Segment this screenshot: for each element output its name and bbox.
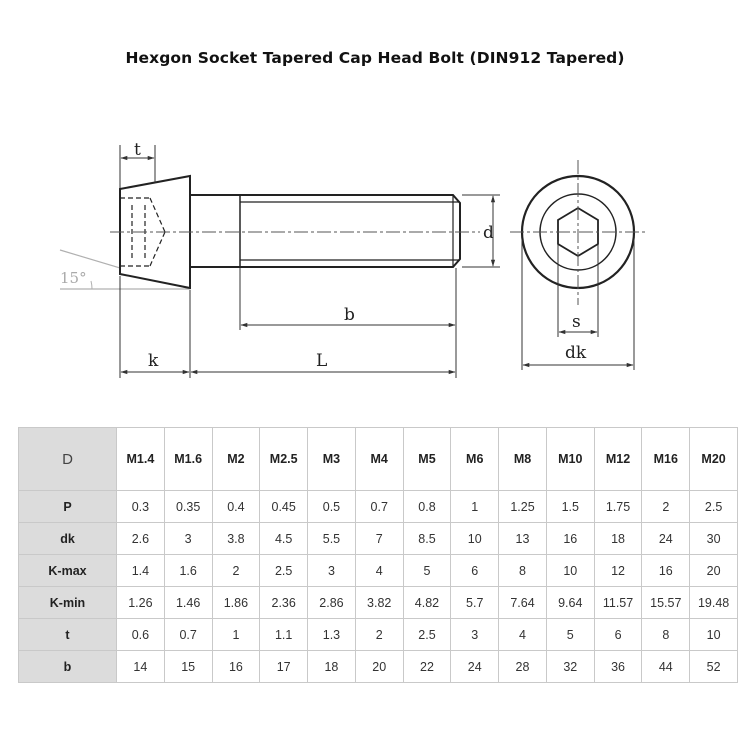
table-cell: 8 xyxy=(642,619,690,651)
table-cell: 16 xyxy=(642,555,690,587)
table-cell: 0.6 xyxy=(117,619,165,651)
dim-dk-label: dk xyxy=(565,343,587,363)
table-cell: 22 xyxy=(403,651,451,683)
size-header: M6 xyxy=(451,428,499,491)
table-cell: 8.5 xyxy=(403,523,451,555)
table-cell: 12 xyxy=(594,555,642,587)
size-header: M5 xyxy=(403,428,451,491)
table-cell: 2.5 xyxy=(690,491,738,523)
table-body xyxy=(19,491,738,683)
table-cell: 36 xyxy=(594,651,642,683)
table-cell: 1.5 xyxy=(546,491,594,523)
table-cell: 0.8 xyxy=(403,491,451,523)
table-cell: 1 xyxy=(451,491,499,523)
table-row xyxy=(19,587,738,619)
size-header: M12 xyxy=(594,428,642,491)
table-row xyxy=(19,555,738,587)
table-cell: 1.1 xyxy=(260,619,308,651)
table-cell: 7 xyxy=(355,523,403,555)
row-label: P xyxy=(19,491,117,523)
table-row xyxy=(19,619,738,651)
dim-d xyxy=(462,195,500,267)
size-header: M8 xyxy=(499,428,547,491)
table-cell: 1.46 xyxy=(164,587,212,619)
table-cell: 10 xyxy=(451,523,499,555)
table-cell: 4.5 xyxy=(260,523,308,555)
table-cell: 11.57 xyxy=(594,587,642,619)
table-cell: 1 xyxy=(212,619,260,651)
dim-b-label: b xyxy=(344,305,355,325)
table-cell: 5 xyxy=(546,619,594,651)
size-header: M2.5 xyxy=(260,428,308,491)
table-cell: 5.7 xyxy=(451,587,499,619)
table-cell: 0.4 xyxy=(212,491,260,523)
table-cell: 6 xyxy=(451,555,499,587)
table-cell: 2 xyxy=(355,619,403,651)
table-cell: 2.5 xyxy=(260,555,308,587)
row-label: t xyxy=(19,619,117,651)
table-cell: 3.8 xyxy=(212,523,260,555)
row-label: K-max xyxy=(19,555,117,587)
table-cell: 0.45 xyxy=(260,491,308,523)
row-label: b xyxy=(19,651,117,683)
table-cell: 2.6 xyxy=(117,523,165,555)
table-cell: 0.35 xyxy=(164,491,212,523)
size-header: M20 xyxy=(690,428,738,491)
table-cell: 18 xyxy=(308,651,356,683)
size-header: M3 xyxy=(308,428,356,491)
table-corner-label: D xyxy=(19,428,117,491)
dimension-table xyxy=(18,427,738,683)
table-cell: 3 xyxy=(308,555,356,587)
table-cell: 0.5 xyxy=(308,491,356,523)
table-cell: 30 xyxy=(690,523,738,555)
table-cell: 6 xyxy=(594,619,642,651)
table-cell: 4 xyxy=(499,619,547,651)
size-header: M2 xyxy=(212,428,260,491)
row-label: dk xyxy=(19,523,117,555)
table-cell: 3.82 xyxy=(355,587,403,619)
table-cell: 15 xyxy=(164,651,212,683)
table-cell: 4.82 xyxy=(403,587,451,619)
table-cell: 2 xyxy=(212,555,260,587)
table-cell: 52 xyxy=(690,651,738,683)
dim-L-label: L xyxy=(316,351,328,371)
table-cell: 1.86 xyxy=(212,587,260,619)
bolt-shank xyxy=(190,195,460,267)
table-cell: 13 xyxy=(499,523,547,555)
size-header: M1.6 xyxy=(164,428,212,491)
table-row xyxy=(19,651,738,683)
table-cell: 5.5 xyxy=(308,523,356,555)
table-cell: 44 xyxy=(642,651,690,683)
table-cell: 5 xyxy=(403,555,451,587)
table-cell: 24 xyxy=(451,651,499,683)
table-cell: 1.4 xyxy=(117,555,165,587)
table-cell: 24 xyxy=(642,523,690,555)
table-cell: 2.5 xyxy=(403,619,451,651)
table-cell: 3 xyxy=(451,619,499,651)
dim-k-L xyxy=(120,276,456,378)
table-cell: 16 xyxy=(546,523,594,555)
table-cell: 1.3 xyxy=(308,619,356,651)
table-cell: 20 xyxy=(355,651,403,683)
size-header: M4 xyxy=(355,428,403,491)
row-label: K-min xyxy=(19,587,117,619)
table-cell: 20 xyxy=(690,555,738,587)
size-header: M10 xyxy=(546,428,594,491)
table-cell: 1.25 xyxy=(499,491,547,523)
dim-t-label: t xyxy=(134,140,141,160)
table-cell: 9.64 xyxy=(546,587,594,619)
dim-d-label: d xyxy=(483,223,494,243)
table-cell: 1.26 xyxy=(117,587,165,619)
table-cell: 10 xyxy=(546,555,594,587)
table-row xyxy=(19,523,738,555)
table-cell: 2 xyxy=(642,491,690,523)
dim-k-label: k xyxy=(148,351,159,371)
table-cell: 4 xyxy=(355,555,403,587)
table-cell: 3 xyxy=(164,523,212,555)
table-cell: 28 xyxy=(499,651,547,683)
table-cell: 16 xyxy=(212,651,260,683)
table-cell: 32 xyxy=(546,651,594,683)
table-cell: 2.36 xyxy=(260,587,308,619)
table-cell: 15.57 xyxy=(642,587,690,619)
table-cell: 17 xyxy=(260,651,308,683)
size-header: M16 xyxy=(642,428,690,491)
table-cell: 19.48 xyxy=(690,587,738,619)
table-row xyxy=(19,491,738,523)
table-cell: 10 xyxy=(690,619,738,651)
table-cell: 1.75 xyxy=(594,491,642,523)
table-cell: 0.7 xyxy=(164,619,212,651)
table-cell: 0.3 xyxy=(117,491,165,523)
table-cell: 1.6 xyxy=(164,555,212,587)
table-cell: 7.64 xyxy=(499,587,547,619)
table-cell: 8 xyxy=(499,555,547,587)
table-cell: 14 xyxy=(117,651,165,683)
dim-s-label: s xyxy=(572,312,581,332)
table-cell: 2.86 xyxy=(308,587,356,619)
table-cell: 0.7 xyxy=(355,491,403,523)
page-title: Hexgon Socket Tapered Cap Head Bolt (DIN912 Tapered) xyxy=(125,49,625,67)
angle-label: 15° xyxy=(60,269,87,287)
table-cell: 18 xyxy=(594,523,642,555)
size-header: M1.4 xyxy=(117,428,165,491)
table-header-row xyxy=(19,428,738,491)
